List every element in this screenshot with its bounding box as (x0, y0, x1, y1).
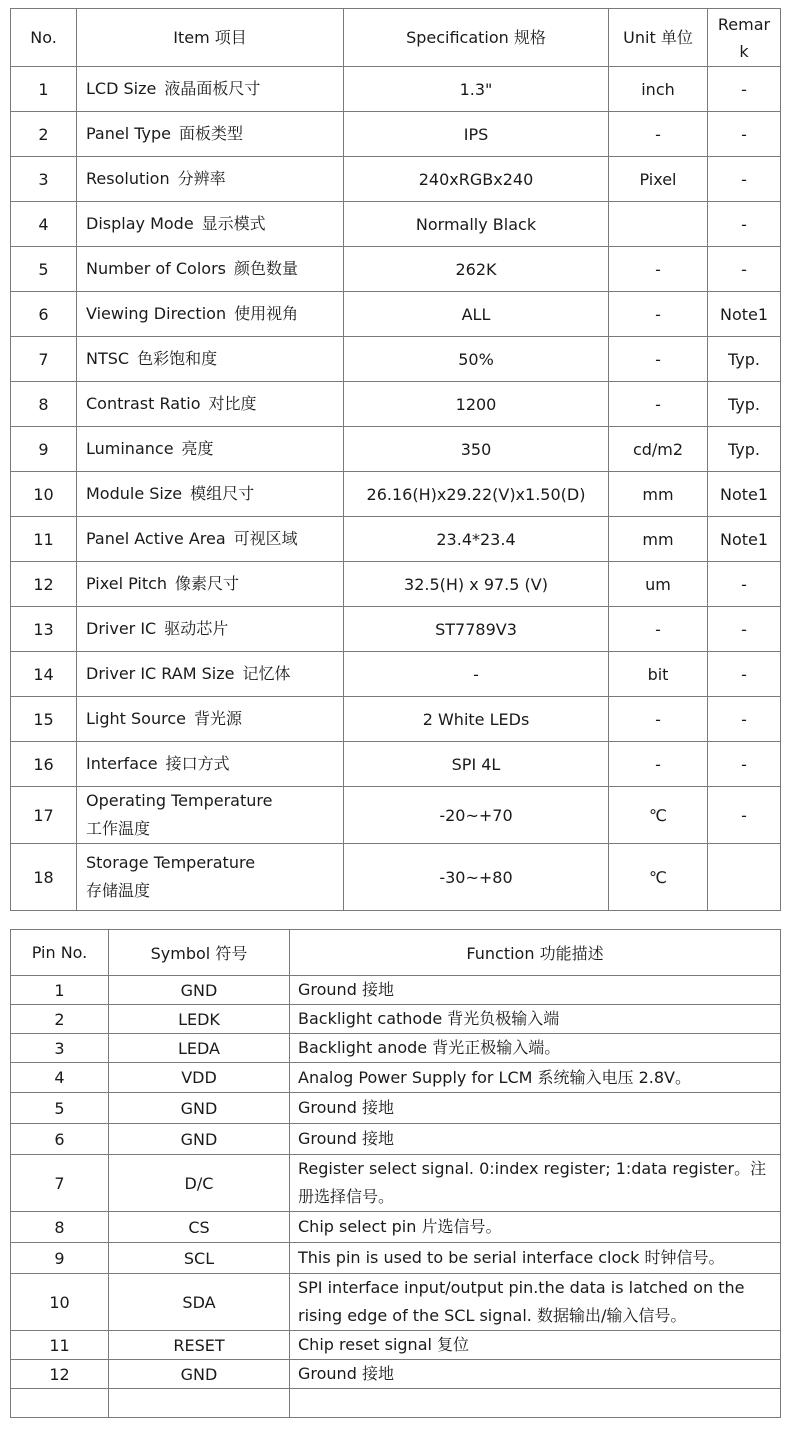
row-unit: - (609, 337, 708, 382)
pin-function: Ground 接地 (290, 1124, 781, 1155)
item-en: Viewing Direction (86, 304, 227, 323)
row-no: 16 (11, 742, 77, 787)
row-spec: 1.3" (344, 67, 609, 112)
header-no: No. (11, 9, 77, 67)
table-row (11, 472, 781, 517)
table-row (11, 1124, 781, 1155)
row-spec: -20~+70 (344, 787, 609, 844)
pin-number: 6 (11, 1124, 109, 1155)
table-row (11, 112, 781, 157)
row-spec: -30~+80 (344, 844, 609, 911)
table-row (11, 382, 781, 427)
header-item: Item 项目 (77, 9, 344, 67)
row-remark: - (708, 697, 781, 742)
pin-symbol: LEDA (109, 1034, 290, 1063)
item-en: LCD Size (86, 79, 157, 98)
item-cn: 面板类型 (179, 124, 244, 143)
table-row (11, 67, 781, 112)
item-cn: 色彩饱和度 (137, 349, 218, 368)
row-item (77, 67, 344, 112)
pin-function: SPI interface input/output pin.the data is latched on the rising edge of the SCL signal. 数据输出/输入信号。 (290, 1274, 781, 1331)
row-unit: mm (609, 517, 708, 562)
row-item (77, 247, 344, 292)
pin-symbol: LEDK (109, 1005, 290, 1034)
row-item (77, 607, 344, 652)
row-spec: IPS (344, 112, 609, 157)
header-symbol: Symbol 符号 (109, 930, 290, 976)
row-unit: bit (609, 652, 708, 697)
pin-symbol: CS (109, 1212, 290, 1243)
pin-symbol: SDA (109, 1274, 290, 1331)
row-item (77, 382, 344, 427)
row-item (77, 697, 344, 742)
item-cn: 颜色数量 (233, 259, 298, 278)
item-en: Module Size (86, 484, 183, 503)
row-spec: - (344, 652, 609, 697)
pin-number: 4 (11, 1063, 109, 1093)
row-remark: Typ. (708, 337, 781, 382)
row-remark: - (708, 652, 781, 697)
row-unit: - (609, 112, 708, 157)
row-no: 13 (11, 607, 77, 652)
row-item (77, 472, 344, 517)
item-cn: 背光源 (193, 709, 242, 728)
pin-symbol: RESET (109, 1331, 290, 1360)
row-spec: ST7789V3 (344, 607, 609, 652)
row-remark: Typ. (708, 382, 781, 427)
header-remark: Remar k (708, 9, 781, 67)
row-no: 9 (11, 427, 77, 472)
pin-number: 2 (11, 1005, 109, 1034)
pin-number: 1 (11, 976, 109, 1005)
pin-number: 11 (11, 1331, 109, 1360)
item-cn: 像素尺寸 (175, 574, 240, 593)
row-item (77, 202, 344, 247)
item-en: Display Mode (86, 214, 194, 233)
row-no: 5 (11, 247, 77, 292)
row-unit: ℃ (609, 844, 708, 911)
item-cn: 驱动芯片 (164, 619, 229, 638)
row-no: 10 (11, 472, 77, 517)
row-no: 7 (11, 337, 77, 382)
row-no: 17 (11, 787, 77, 844)
item-en: Storage Temperature (86, 853, 256, 872)
table-row (11, 292, 781, 337)
table-row (11, 607, 781, 652)
row-spec: 50% (344, 337, 609, 382)
item-en: Number of Colors (86, 259, 226, 278)
row-unit: - (609, 742, 708, 787)
item-cn: 液晶面板尺寸 (164, 79, 261, 98)
row-no: 1 (11, 67, 77, 112)
row-spec: 26.16(H)x29.22(V)x1.50(D) (344, 472, 609, 517)
table-row (11, 427, 781, 472)
table-row (11, 1005, 781, 1034)
pin-header-row (11, 930, 781, 976)
item-en: Luminance (86, 439, 174, 458)
row-remark: - (708, 562, 781, 607)
row-remark: Note1 (708, 517, 781, 562)
row-item (77, 112, 344, 157)
table-row (11, 652, 781, 697)
pin-function: This pin is used to be serial interface clock 时钟信号。 (290, 1243, 781, 1274)
pin-symbol: GND (109, 1093, 290, 1124)
table-row (11, 1155, 781, 1212)
row-unit: cd/m2 (609, 427, 708, 472)
row-item (77, 562, 344, 607)
row-item (77, 742, 344, 787)
pin-symbol: SCL (109, 1243, 290, 1274)
pin-symbol: D/C (109, 1155, 290, 1212)
pin-function: Ground 接地 (290, 976, 781, 1005)
item-cn: 对比度 (208, 394, 257, 413)
item-cn: 可视区域 (233, 529, 298, 548)
row-item (77, 517, 344, 562)
table-row (11, 976, 781, 1005)
row-item (77, 292, 344, 337)
item-cn: 使用视角 (234, 304, 299, 323)
table-row (11, 1274, 781, 1331)
item-cn: 工作温度 (86, 819, 151, 838)
spec-table (10, 8, 781, 911)
table-row (11, 247, 781, 292)
header-function: Function 功能描述 (290, 930, 781, 976)
pin-function: Analog Power Supply for LCM 系统输入电压 2.8V。 (290, 1063, 781, 1093)
row-remark: - (708, 742, 781, 787)
row-unit: um (609, 562, 708, 607)
row-spec: 350 (344, 427, 609, 472)
row-unit: - (609, 697, 708, 742)
table-row (11, 1243, 781, 1274)
item-cn: 记忆体 (242, 664, 291, 683)
item-cn: 接口方式 (165, 754, 230, 773)
pin-number: 10 (11, 1274, 109, 1331)
item-en: Light Source (86, 709, 186, 728)
table-row (11, 787, 781, 844)
spec-header-row (11, 9, 781, 67)
row-remark: - (708, 112, 781, 157)
empty-cell (11, 1389, 109, 1418)
pin-body (11, 976, 781, 1418)
row-item (77, 337, 344, 382)
row-remark: - (708, 202, 781, 247)
row-spec: 23.4*23.4 (344, 517, 609, 562)
pin-number: 3 (11, 1034, 109, 1063)
row-remark: - (708, 247, 781, 292)
row-remark: - (708, 67, 781, 112)
header-pin-no: Pin No. (11, 930, 109, 976)
pin-function: Chip select pin 片选信号。 (290, 1212, 781, 1243)
table-row (11, 1212, 781, 1243)
pin-number: 8 (11, 1212, 109, 1243)
row-no: 12 (11, 562, 77, 607)
row-spec: Normally Black (344, 202, 609, 247)
item-en: Panel Active Area (86, 529, 226, 548)
row-item (77, 844, 344, 911)
row-remark: - (708, 607, 781, 652)
row-no: 3 (11, 157, 77, 202)
row-unit (609, 202, 708, 247)
row-spec: 32.5(H) x 97.5 (V) (344, 562, 609, 607)
pin-function: Backlight cathode 背光负极输入端 (290, 1005, 781, 1034)
row-unit: ℃ (609, 787, 708, 844)
pin-symbol: GND (109, 1124, 290, 1155)
item-en: Pixel Pitch (86, 574, 168, 593)
header-spec: Specification 规格 (344, 9, 609, 67)
pin-number: 9 (11, 1243, 109, 1274)
table-row (11, 157, 781, 202)
table-row (11, 844, 781, 911)
row-spec: 240xRGBx240 (344, 157, 609, 202)
row-no: 6 (11, 292, 77, 337)
row-item (77, 787, 344, 844)
pin-table (10, 929, 781, 1418)
spec-body (11, 67, 781, 911)
row-no: 4 (11, 202, 77, 247)
row-spec: ALL (344, 292, 609, 337)
row-unit: - (609, 247, 708, 292)
row-unit: - (609, 382, 708, 427)
row-spec: 262K (344, 247, 609, 292)
item-cn: 显示模式 (201, 214, 266, 233)
row-no: 18 (11, 844, 77, 911)
header-unit: Unit 单位 (609, 9, 708, 67)
pin-function: Ground 接地 (290, 1093, 781, 1124)
pin-number: 7 (11, 1155, 109, 1212)
row-unit: - (609, 607, 708, 652)
row-remark: Note1 (708, 472, 781, 517)
pin-function: Register select signal. 0:index register; 1:data register。注册选择信号。 (290, 1155, 781, 1212)
item-en: Operating Temperature (86, 791, 273, 810)
item-en: Driver IC RAM Size (86, 664, 235, 683)
row-remark: - (708, 787, 781, 844)
row-no: 15 (11, 697, 77, 742)
empty-row (11, 1389, 781, 1418)
row-spec: 1200 (344, 382, 609, 427)
empty-cell (290, 1389, 781, 1418)
row-item (77, 652, 344, 697)
row-remark: Note1 (708, 292, 781, 337)
table-row (11, 517, 781, 562)
row-item (77, 427, 344, 472)
table-row (11, 1034, 781, 1063)
table-row (11, 202, 781, 247)
pin-function: Ground 接地 (290, 1360, 781, 1389)
row-remark: Typ. (708, 427, 781, 472)
pin-number: 12 (11, 1360, 109, 1389)
row-unit: mm (609, 472, 708, 517)
item-cn: 模组尺寸 (190, 484, 255, 503)
empty-cell (109, 1389, 290, 1418)
table-row (11, 1360, 781, 1389)
table-row (11, 1093, 781, 1124)
row-spec: SPI 4L (344, 742, 609, 787)
row-unit: inch (609, 67, 708, 112)
row-remark: - (708, 157, 781, 202)
row-spec: 2 White LEDs (344, 697, 609, 742)
row-item (77, 157, 344, 202)
item-cn: 亮度 (181, 439, 214, 458)
table-row (11, 337, 781, 382)
table-row (11, 562, 781, 607)
item-en: Panel Type (86, 124, 171, 143)
table-row (11, 742, 781, 787)
row-no: 2 (11, 112, 77, 157)
item-cn: 存储温度 (86, 881, 151, 900)
pin-function: Backlight anode 背光正极输入端。 (290, 1034, 781, 1063)
pin-symbol: VDD (109, 1063, 290, 1093)
item-en: NTSC (86, 349, 130, 368)
item-en: Driver IC (86, 619, 157, 638)
item-en: Resolution (86, 169, 170, 188)
row-remark (708, 844, 781, 911)
pin-symbol: GND (109, 1360, 290, 1389)
pin-symbol: GND (109, 976, 290, 1005)
row-unit: Pixel (609, 157, 708, 202)
pin-function: Chip reset signal 复位 (290, 1331, 781, 1360)
item-en: Contrast Ratio (86, 394, 201, 413)
item-en: Interface (86, 754, 158, 773)
table-row (11, 1331, 781, 1360)
row-no: 11 (11, 517, 77, 562)
table-row (11, 1063, 781, 1093)
row-unit: - (609, 292, 708, 337)
item-cn: 分辨率 (177, 169, 226, 188)
pin-number: 5 (11, 1093, 109, 1124)
row-no: 8 (11, 382, 77, 427)
row-no: 14 (11, 652, 77, 697)
table-row (11, 697, 781, 742)
